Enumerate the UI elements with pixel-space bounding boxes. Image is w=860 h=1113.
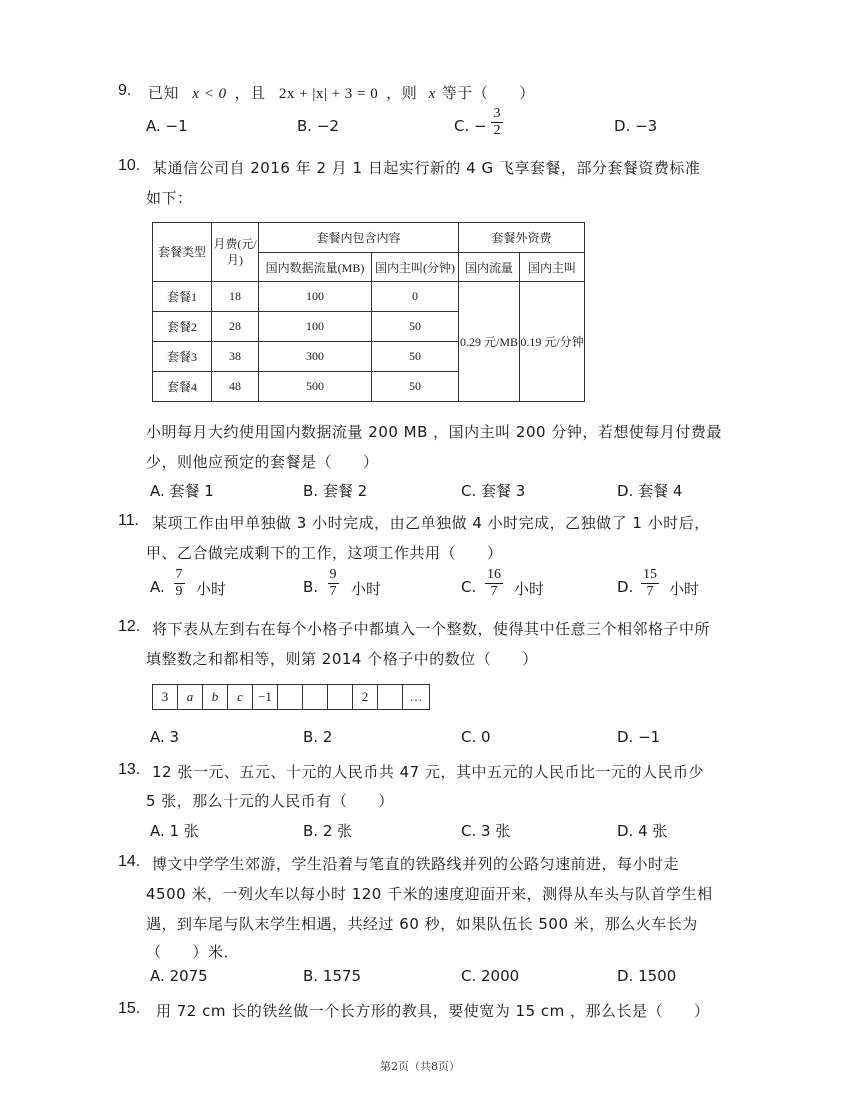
q13-line-2: 5 张，那么十元的人民币有（ ）: [146, 792, 394, 810]
q11-option-d-fraction: [640, 567, 660, 600]
cell-data: 100: [259, 312, 372, 342]
q13-option-b: B. 2 张: [303, 822, 353, 840]
q10-number: 10.: [118, 157, 141, 174]
q10-option-a: A. 套餐 1: [150, 482, 214, 500]
cell-plan-name: 套餐4: [153, 372, 212, 402]
grid-cell: [378, 685, 403, 710]
cell-data: 300: [259, 342, 372, 372]
numerator: 15: [643, 567, 657, 582]
q13-option-d: D. 4 张: [617, 822, 668, 840]
number-sequence-grid: [152, 684, 430, 710]
numerator: 16: [487, 567, 501, 582]
q14-option-a: A. 2075: [150, 967, 208, 985]
grid-cell: a: [178, 685, 203, 710]
cell-plan-name: 套餐3: [153, 342, 212, 372]
q13-option-a: A. 1 张: [150, 822, 199, 840]
header-outside-fee: 套餐外资费: [459, 223, 585, 253]
cell-plan-name: 套餐1: [153, 282, 212, 312]
grid-cell: [278, 685, 303, 710]
q10-line-4: 少，则他应预定的套餐是（ ）: [146, 453, 379, 471]
cell-fee: 48: [212, 372, 259, 402]
header-inside-content: 套餐内包含内容: [259, 223, 459, 253]
cell-fee: 28: [212, 312, 259, 342]
q11-option-d-unit: 小时: [669, 580, 700, 598]
q9-option-b: B. −2: [297, 117, 339, 135]
header-call-overage: 国内主叫: [520, 253, 585, 282]
q10-line-1: 某通信公司自 2016 年 2 月 1 日起实行新的 4 G 飞享套餐，部分套餐资费标准: [152, 159, 701, 177]
q9-option-d: D. −3: [614, 117, 658, 135]
numerator: 7: [175, 567, 183, 582]
q9-text-d: 等于（ ）: [441, 84, 535, 102]
q11-option-b-label: B.: [303, 578, 319, 596]
q11-option-b-fraction: [326, 567, 340, 600]
grid-cell: −1: [253, 685, 278, 710]
q9-condition-2: 2x + |x| + 3 = 0: [278, 86, 379, 102]
denominator: 7: [490, 584, 498, 599]
q12-option-a: A. 3: [150, 728, 180, 746]
q14-line-4: （ ）米．: [146, 943, 240, 961]
q9-text-a: 已知: [148, 84, 180, 102]
cell-call: 50: [372, 372, 459, 402]
grid-cell: c: [228, 685, 253, 710]
header-domestic-data: 国内数据流量(MB): [259, 253, 372, 282]
q11-option-d-label: D.: [617, 578, 634, 596]
q9-stem: [148, 82, 535, 103]
q12-line-1: 将下表从左到右在每个小格子中都填入一个整数，使得其中任意三个相邻格子中所: [152, 620, 711, 638]
cell-fee: 38: [212, 342, 259, 372]
header-monthly-fee: 月费(元/月): [212, 223, 259, 282]
denominator: 7: [329, 584, 337, 599]
q14-option-b: B. 1575: [303, 967, 362, 985]
q15-line-1: 用 72 cm 长的铁丝做一个长方形的教具，要使宽为 15 cm ，那么长是（ ）: [156, 1002, 710, 1020]
page-footer: 第2页（共8页）: [380, 1060, 460, 1073]
q14-line-1: 博文中学学生郊游，学生沿着与笔直的铁路线并列的公路匀速前进，每小时走: [152, 855, 680, 873]
cell-call: 50: [372, 342, 459, 372]
q10-option-c: C. 套餐 3: [461, 482, 526, 500]
q10-option-b: B. 套餐 2: [303, 482, 368, 500]
cell-call-price: 0.19 元/分钟: [520, 282, 585, 402]
header-domestic-call: 国内主叫(分钟): [372, 253, 459, 282]
q9-option-c-fraction: [490, 106, 504, 139]
q11-option-a-fraction: [172, 567, 186, 600]
q11-option-a-unit: 小时: [196, 580, 227, 598]
grid-cell: [328, 685, 353, 710]
q11-line-1: 某项工作由甲单独做 3 小时完成，由乙单独做 4 小时完成，乙独做了 1 小时后，: [152, 514, 710, 532]
q12-option-d: D. −1: [617, 728, 661, 746]
cell-plan-name: 套餐2: [153, 312, 212, 342]
q14-number: 14.: [118, 853, 141, 870]
q13-option-c: C. 3 张: [461, 822, 511, 840]
q11-option-a-label: A.: [150, 578, 165, 596]
q11-line-2: 甲、乙合做完成剩下的工作，这项工作共用（ ）: [146, 544, 503, 562]
q13-line-1: 12 张一元、五元、十元的人民币共 47 元，其中五元的人民币比一元的人民币少: [152, 763, 704, 781]
grid-cell: [303, 685, 328, 710]
cell-data: 100: [259, 282, 372, 312]
header-plan-type: 套餐类型: [153, 223, 212, 282]
q9-variable: x: [428, 86, 436, 102]
fee-table: [152, 222, 585, 402]
cell-call: 50: [372, 312, 459, 342]
q12-line-2: 填整数之和都相等，则第 2014 个格子中的数位（ ）: [146, 650, 538, 668]
q9-option-c-denominator: 2: [493, 123, 501, 138]
q12-number: 12.: [118, 618, 141, 635]
q12-option-c: C. 0: [461, 728, 491, 746]
q9-option-c-label: C. −: [454, 117, 487, 135]
q10-option-d: D. 套餐 4: [617, 482, 683, 500]
cell-data-price: 0.29 元/MB: [459, 282, 520, 402]
header-data-overage: 国内流量: [459, 253, 520, 282]
denominator: 9: [175, 584, 183, 599]
cell-data: 500: [259, 372, 372, 402]
cell-fee: 18: [212, 282, 259, 312]
q14-line-2: 4500 米，一列火车以每小时 120 千米的速度迎面开来，测得从车头与队首学生相: [146, 885, 713, 903]
denominator: 7: [646, 584, 654, 599]
q11-option-c-label: C.: [461, 578, 477, 596]
q13-number: 13.: [118, 761, 141, 778]
numerator: 9: [329, 567, 337, 582]
q9-text-b: ，且: [234, 84, 266, 102]
cell-call: 0: [372, 282, 459, 312]
table-row: [153, 282, 585, 312]
q10-line-3: 小明每月大约使用国内数据流量 200 MB ，国内主叫 200 分钟，若想使每月付费最: [146, 423, 722, 441]
q14-option-d: D. 1500: [617, 967, 677, 985]
grid-cell: …: [403, 685, 430, 710]
q14-option-c: C. 2000: [461, 967, 520, 985]
grid-cell: 2: [353, 685, 378, 710]
q14-line-3: 遇，到车尾与队末学生相遇，共经过 60 秒，如果队伍长 500 米，那么火车长为: [146, 915, 698, 933]
q9-condition-1: x < 0: [192, 86, 227, 102]
q9-number: 9.: [118, 82, 132, 99]
q9-option-c-numerator: 3: [493, 106, 501, 121]
q9-text-c: ，则: [386, 84, 418, 102]
q11-number: 11.: [118, 512, 140, 529]
q10-line-2: 如下：: [146, 189, 193, 207]
q9-option-a: A. −1: [146, 117, 188, 135]
q11-option-c-fraction: [484, 567, 504, 600]
q12-option-b: B. 2: [303, 728, 333, 746]
grid-cell: b: [203, 685, 228, 710]
grid-cell: 3: [153, 685, 178, 710]
q11-option-b-unit: 小时: [351, 580, 382, 598]
q11-option-c-unit: 小时: [514, 580, 545, 598]
q15-number: 15.: [118, 1000, 141, 1017]
